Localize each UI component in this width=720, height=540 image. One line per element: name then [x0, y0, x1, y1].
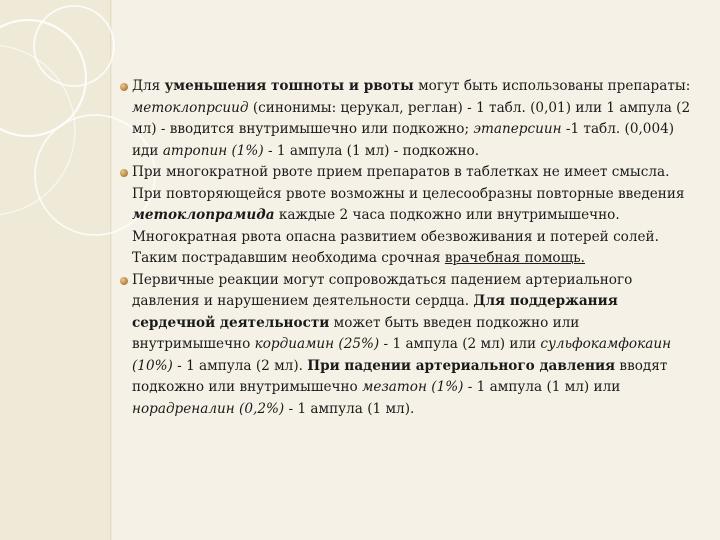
text-run: кордиамин (25%): [254, 336, 380, 352]
bullet-marker-icon: [120, 169, 128, 177]
bullet-paragraph: [120, 162, 700, 270]
text-run: Первичные реакции могут сопровождаться падением артериального давления и нарушением деятельности сердца.: [132, 271, 633, 309]
text-run: Для: [132, 78, 165, 94]
text-run: могут быть использованы препараты:: [413, 78, 691, 94]
text-run: метоклопрамида: [132, 207, 275, 223]
text-run: норадреналин (0,2%): [132, 400, 285, 417]
text-run: - 1 ампула (1 мл) - подкожно.: [263, 142, 480, 159]
text-run: уменьшения тошноты и рвоты: [164, 78, 414, 94]
text-run: атропин (1%): [162, 142, 264, 159]
text-run: вводят подкожно или внутримышечно: [132, 357, 668, 395]
text-run: мезатон (1%): [362, 379, 464, 395]
text-run: Для поддержания сердечной деятельности: [132, 293, 618, 331]
text-run: - 1 ампула (2 мл).: [172, 357, 308, 374]
bullet-paragraph: [120, 270, 700, 421]
bullet-marker-icon: [120, 277, 128, 285]
deco-circle-medium: [34, 6, 114, 86]
text-link[interactable]: врачебная помощь.: [444, 250, 585, 266]
text-run: - 1 ампула (2 мл) или: [379, 336, 541, 352]
text-run: каждые 2 часа подкожно или внутримышечно. Многократная рвота опасна развитием обезвоживания и потерей солей. Таким пострадавшим необходима срочная: [132, 207, 659, 266]
text-run: (синонимы: церукал, реглан) - 1 табл. (0,01) или 1 ампула (2 мл) - вводится внутримышечно или подкожно;: [132, 99, 691, 137]
slide-content: [120, 76, 700, 420]
text-run: сульфокамфокаин (10%): [132, 336, 672, 374]
text-run: - 1 ампула (1 мл) или: [463, 379, 621, 395]
text-run: При падении артериального давления: [307, 357, 616, 374]
text-run: может быть введен подкожно или внутримышечно: [132, 314, 580, 352]
text-run: этаперсиин: [473, 121, 562, 137]
bullet-marker-icon: [120, 83, 128, 91]
text-run: метоклопрсиид: [132, 99, 249, 116]
text-run: - 1 ампула (1 мл).: [284, 400, 415, 417]
text-run: При многократной рвоте прием препаратов в таблетках не имеет смысла. При повторяющейся рвоте возможны и целесообразны повторные введения: [132, 164, 685, 202]
text-run: -1 табл. (0,004) иди: [132, 121, 675, 159]
bullet-paragraph: [120, 76, 700, 162]
